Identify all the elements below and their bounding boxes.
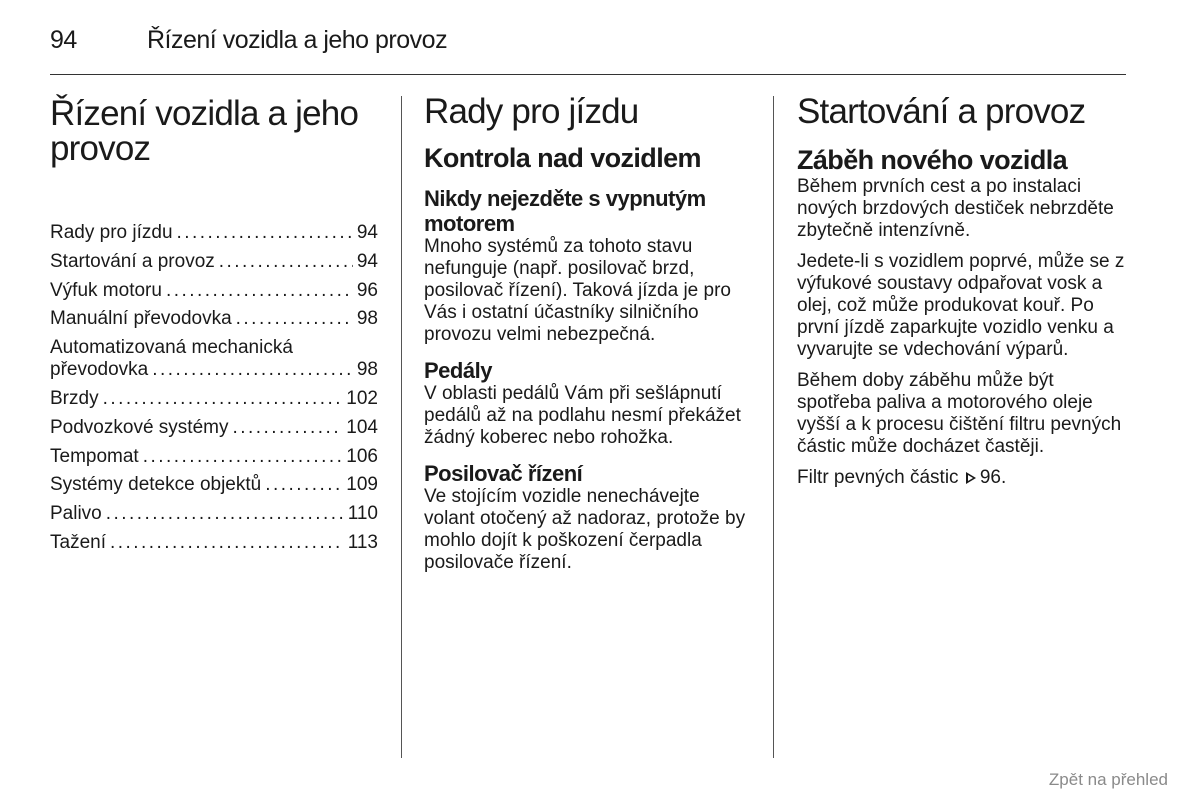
starting-column xyxy=(797,92,1127,489)
paragraph: Jedete-li s vozidlem poprvé, může se z výfukové soustavy odpařovat vosk a olej, což může produkovat kouř. Po první jízdě zaparkujte vozidlo venku a vyvarujte se vdechování výparů. xyxy=(797,251,1125,360)
toc-column xyxy=(50,92,380,561)
header-divider xyxy=(50,74,1126,75)
subsection-title: Záběh nového vozidla xyxy=(797,145,1068,175)
paragraph: Během doby záběhu může být spotřeba paliva a motorového oleje vyšší a k procesu čištění filtru pevných částic může docházet častěji. xyxy=(797,370,1122,457)
topic-body: Ve stojícím vozidle nenechávejte volant otočený až nadoraz, protože by mohlo dojít k poškození čerpadla posilovače řízení. xyxy=(424,486,746,573)
toc-item[interactable]: Manuální převodovka . . . 98 xyxy=(50,308,378,330)
toc-item[interactable]: Tažení . . . 113 xyxy=(50,532,378,554)
cross-reference[interactable] xyxy=(797,467,1127,489)
topic-title: Nikdy nejezděte s vypnutým motorem xyxy=(424,186,706,236)
toc-item[interactable]: Výfuk motoru . . . 96 xyxy=(50,280,378,302)
section-title: Startování a provoz xyxy=(797,92,1086,131)
arrow-icon xyxy=(966,472,976,484)
topic-body: Mnoho systémů za tohoto stavu nefunguje (např. posilovač brzd, posilovač řízení). Taková jízda je pro Vás i ostatní účastníky silničního provozu velmi nebezpečná. xyxy=(424,236,731,345)
page-header xyxy=(50,24,1126,76)
toc-item[interactable]: Tempomat . . . 106 xyxy=(50,446,378,468)
topic-title: Pedály xyxy=(424,358,492,383)
table-of-contents xyxy=(50,222,378,554)
paragraph: Během prvních cest a po instalaci nových brzdových destiček nebrzděte zbytečně intenzívně. xyxy=(797,176,1114,241)
toc-item[interactable]: Systémy detekce objektů . . . 109 xyxy=(50,474,378,496)
topic-title: Posilovač řízení xyxy=(424,461,583,486)
column-divider xyxy=(773,96,774,758)
page-number: 94 xyxy=(50,26,77,54)
toc-item[interactable]: Podvozkové systémy . . . 104 xyxy=(50,417,378,439)
xref-text: Filtr pevných částic xyxy=(797,467,959,488)
topic-body: V oblasti pedálů Vám při sešlápnutí pedálů až na podlahu nesmí překážet žádný koberec nebo rohožka. xyxy=(424,383,741,448)
running-title: Řízení vozidla a jeho provoz xyxy=(147,26,448,54)
column-divider xyxy=(401,96,402,758)
toc-item[interactable]: Automatizovaná mechanická převodovka . . . 98 xyxy=(50,337,378,381)
toc-item[interactable]: Brzdy . . . 102 xyxy=(50,388,378,410)
toc-item[interactable]: Palivo . . . 110 xyxy=(50,503,378,525)
driving-tips-column xyxy=(424,92,754,574)
chapter-title: Řízení vozidla a jeho provoz xyxy=(50,94,359,168)
xref-page: 96. xyxy=(979,467,1007,488)
subsection-title: Kontrola nad vozidlem xyxy=(424,143,701,173)
back-to-overview-link[interactable]: Zpět na přehled xyxy=(1048,770,1168,789)
toc-item[interactable]: Rady pro jízdu . . . 94 xyxy=(50,222,378,244)
section-title: Rady pro jízdu xyxy=(424,92,639,131)
toc-item[interactable]: Startování a provoz . . . 94 xyxy=(50,251,378,273)
